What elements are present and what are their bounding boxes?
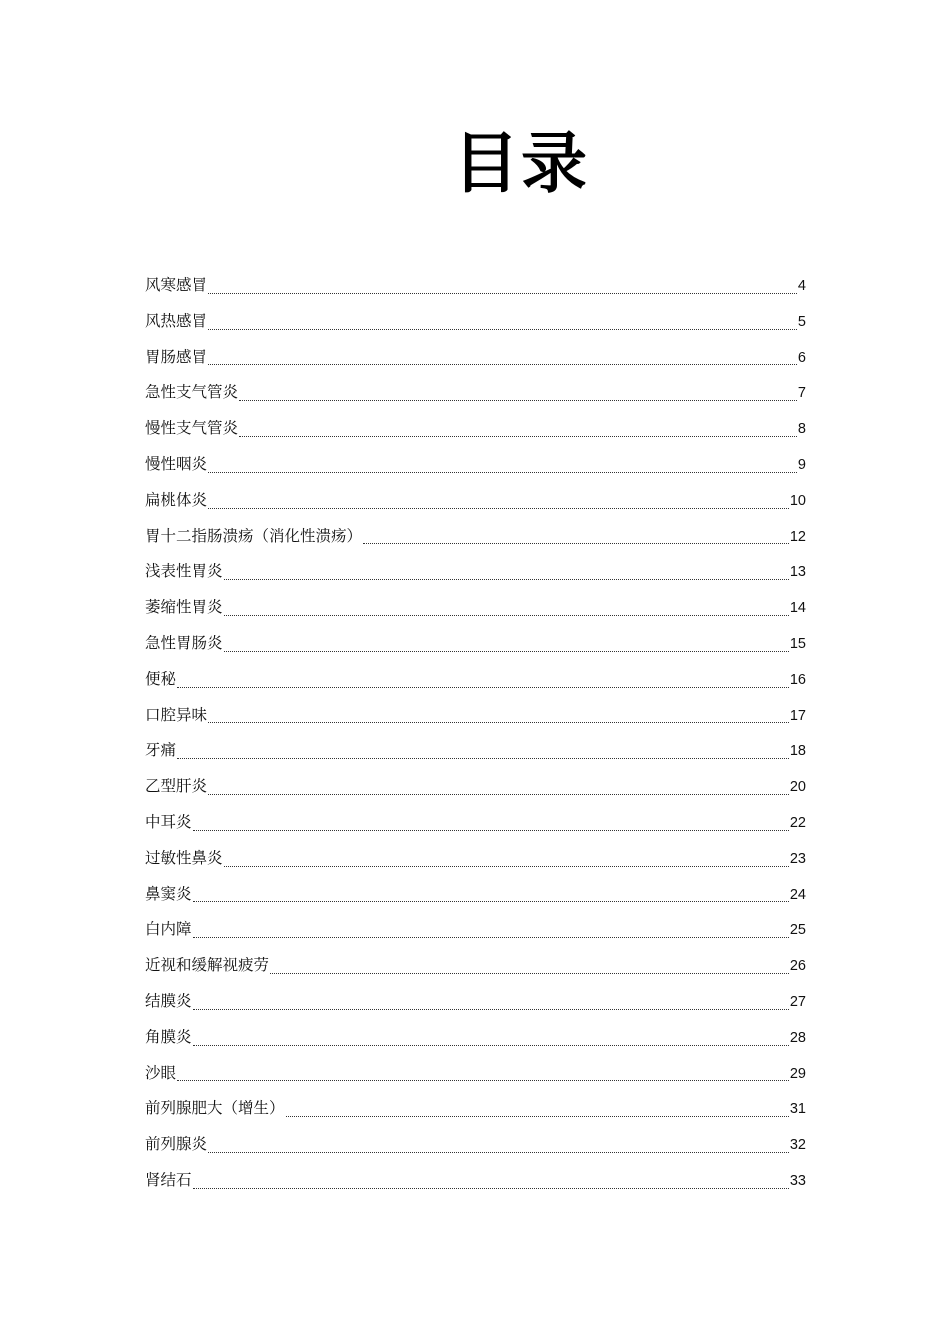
toc-dot-leader: [208, 1152, 789, 1153]
toc-entry-title[interactable]: 结膜炎: [145, 991, 192, 1010]
toc-entry[interactable]: [145, 698, 806, 734]
toc-dot-leader: [224, 866, 789, 867]
toc-entry[interactable]: [145, 841, 806, 877]
toc-entry-title[interactable]: 扁桃体炎: [145, 490, 208, 509]
toc-entry[interactable]: [145, 1056, 806, 1092]
toc-dot-leader: [208, 794, 789, 795]
toc-dot-leader: [208, 293, 797, 294]
toc-entry-title[interactable]: 过敏性鼻炎: [145, 848, 223, 867]
toc-entry-title[interactable]: 急性胃肠炎: [145, 633, 223, 652]
toc-dot-leader: [177, 758, 789, 759]
toc-dot-leader: [239, 400, 797, 401]
toc-page-number[interactable]: 32: [789, 1137, 806, 1154]
toc-dot-leader: [193, 937, 789, 938]
toc-page-number[interactable]: 5: [797, 313, 806, 330]
toc-entry[interactable]: [145, 483, 806, 519]
toc-page-number[interactable]: 28: [789, 1029, 806, 1046]
toc-entry[interactable]: [145, 912, 806, 948]
toc-page-number[interactable]: 10: [789, 492, 806, 509]
toc-entry-title[interactable]: 风寒感冒: [145, 276, 208, 294]
toc-entry-title[interactable]: 鼻窦炎: [145, 884, 192, 903]
toc-dot-leader: [193, 1045, 789, 1046]
toc-dot-leader: [208, 722, 789, 723]
toc-page-number[interactable]: 4: [797, 278, 806, 294]
toc-dot-leader: [193, 1009, 789, 1010]
toc-entry-title[interactable]: 胃肠感冒: [145, 347, 208, 366]
toc-entry-title[interactable]: 白内障: [145, 920, 192, 939]
toc-entry-title[interactable]: 前列腺肥大（增生）: [145, 1099, 285, 1118]
toc-page-number[interactable]: 22: [789, 814, 806, 831]
page-title: 目录: [453, 124, 589, 202]
toc-entry-title[interactable]: 胃十二指肠溃疡（消化性溃疡）: [145, 526, 363, 545]
toc-entry[interactable]: [145, 447, 806, 483]
toc-page-number[interactable]: 17: [789, 707, 806, 724]
toc-dot-leader: [270, 973, 789, 974]
toc-dot-leader: [208, 508, 789, 509]
toc-dot-leader: [208, 472, 797, 473]
toc-dot-leader: [224, 651, 789, 652]
toc-page-number[interactable]: 24: [789, 886, 806, 903]
toc-entry[interactable]: [145, 948, 806, 984]
toc-dot-leader: [239, 436, 797, 437]
toc-entry[interactable]: [145, 304, 806, 340]
toc-dot-leader: [193, 1188, 789, 1189]
toc-entry[interactable]: [145, 662, 806, 698]
toc-page-number[interactable]: 13: [789, 564, 806, 581]
toc-page-number[interactable]: 26: [789, 958, 806, 975]
toc-entry[interactable]: [145, 340, 806, 376]
toc-page-number[interactable]: 14: [789, 600, 806, 617]
toc-page-number[interactable]: 27: [789, 993, 806, 1010]
toc-page-number[interactable]: 18: [789, 743, 806, 760]
table-of-contents: [145, 268, 806, 1199]
toc-entry-title[interactable]: 牙痛: [145, 741, 177, 760]
toc-entry[interactable]: [145, 1091, 806, 1127]
toc-page-number[interactable]: 9: [797, 456, 806, 473]
toc-entry[interactable]: [145, 877, 806, 913]
toc-dot-leader: [177, 1080, 789, 1081]
toc-page-number[interactable]: 7: [797, 385, 806, 402]
toc-dot-leader: [193, 830, 789, 831]
toc-entry[interactable]: [145, 1127, 806, 1163]
toc-page-number[interactable]: 25: [789, 922, 806, 939]
toc-dot-leader: [208, 329, 797, 330]
toc-page-number[interactable]: 6: [797, 349, 806, 366]
toc-entry[interactable]: [145, 626, 806, 662]
toc-entry[interactable]: [145, 1020, 806, 1056]
toc-entry[interactable]: [145, 375, 806, 411]
toc-page-number[interactable]: 12: [789, 528, 806, 545]
toc-entry[interactable]: [145, 519, 806, 555]
toc-entry[interactable]: [145, 554, 806, 590]
toc-entry-title[interactable]: 肾结石: [145, 1170, 192, 1189]
toc-dot-leader: [286, 1116, 789, 1117]
toc-entry-title[interactable]: 风热感冒: [145, 311, 208, 330]
toc-entry-title[interactable]: 慢性支气管炎: [145, 419, 239, 438]
toc-page-number[interactable]: 23: [789, 850, 806, 867]
toc-entry[interactable]: [145, 733, 806, 769]
toc-entry-title[interactable]: 乙型肝炎: [145, 777, 208, 796]
toc-dot-leader: [177, 687, 789, 688]
toc-entry[interactable]: [145, 268, 806, 304]
toc-entry-title[interactable]: 前列腺炎: [145, 1135, 208, 1154]
toc-entry-title[interactable]: 急性支气管炎: [145, 383, 239, 402]
toc-entry-title[interactable]: 口腔异味: [145, 705, 208, 724]
toc-dot-leader: [208, 364, 797, 365]
toc-entry[interactable]: [145, 769, 806, 805]
toc-entry[interactable]: [145, 1163, 806, 1199]
toc-page-number[interactable]: 33: [789, 1172, 806, 1189]
toc-dot-leader: [224, 579, 789, 580]
toc-page-number[interactable]: 20: [789, 779, 806, 796]
toc-page-number[interactable]: 8: [797, 421, 806, 438]
toc-entry-title[interactable]: 角膜炎: [145, 1027, 192, 1046]
toc-dot-leader: [193, 901, 789, 902]
toc-page-number[interactable]: 29: [789, 1065, 806, 1082]
toc-entry-title[interactable]: 浅表性胃炎: [145, 562, 223, 581]
toc-entry[interactable]: [145, 805, 806, 841]
toc-entry[interactable]: [145, 984, 806, 1020]
toc-entry-title[interactable]: 中耳炎: [145, 812, 192, 831]
toc-entry[interactable]: [145, 590, 806, 626]
toc-entry-title[interactable]: 近视和缓解视疲劳: [145, 956, 270, 975]
toc-dot-leader: [224, 615, 789, 616]
toc-entry-title[interactable]: 萎缩性胃炎: [145, 598, 223, 617]
toc-entry-title[interactable]: 便秘: [145, 669, 177, 688]
toc-dot-leader: [363, 543, 789, 544]
toc-page-number[interactable]: 31: [789, 1101, 806, 1118]
toc-entry-title[interactable]: 沙眼: [145, 1063, 177, 1082]
toc-entry-title[interactable]: 慢性咽炎: [145, 454, 208, 473]
toc-page-number[interactable]: 15: [789, 635, 806, 652]
toc-page-number[interactable]: 16: [789, 671, 806, 688]
toc-entry[interactable]: [145, 411, 806, 447]
